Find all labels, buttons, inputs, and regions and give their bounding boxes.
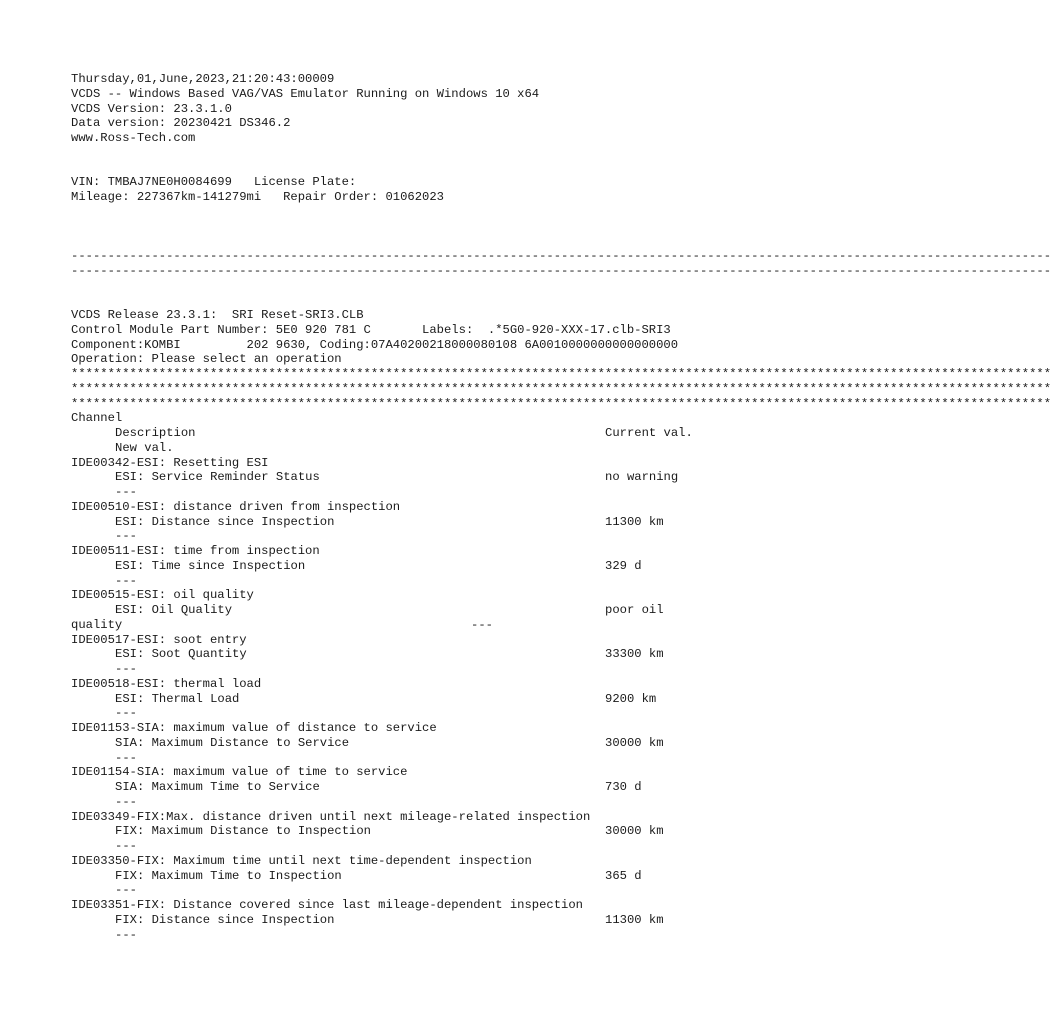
channel-description: FIX: Distance since Inspection	[115, 912, 335, 927]
new-value-placeholder: ---	[115, 794, 137, 809]
channel-value-row	[71, 559, 761, 574]
new-value-placeholder: ---	[115, 750, 137, 765]
channel-value-row	[71, 692, 761, 707]
release-line: VCDS Release 23.3.1: SRI Reset-SRI3.CLB	[71, 308, 364, 322]
channel-value-row	[71, 824, 761, 839]
new-value-placeholder: ---	[115, 573, 137, 588]
channel-value-row	[71, 913, 761, 928]
operation-line: Operation: Please select an operation	[71, 352, 342, 367]
channel-id: IDE00515-ESI: oil quality	[71, 588, 254, 603]
channel-value-continued: quality	[71, 617, 123, 632]
new-val-header: New val.	[115, 440, 174, 455]
channel-id: IDE01154-SIA: maximum value of time to service	[71, 765, 408, 780]
channel-header: Channel	[71, 411, 123, 426]
channel-current-value: 329 d	[605, 558, 642, 573]
app-description: VCDS -- Windows Based VAG/VAS Emulator Running on Windows 10 x64	[71, 86, 540, 101]
channel-description: ESI: Distance since Inspection	[115, 514, 335, 529]
new-value-placeholder: ---	[115, 662, 137, 676]
channel-value-row	[71, 603, 761, 618]
mileage-line: Mileage: 227367km-141279mi Repair Order: 01062023	[71, 190, 444, 204]
column-header-row	[71, 426, 761, 441]
channel-current-value: 730 d	[605, 780, 642, 794]
website-line: www.Ross-Tech.com	[71, 131, 196, 145]
data-version: Data version: 20230421 DS346.2	[71, 116, 291, 131]
current-val-header: Current val.	[605, 426, 693, 440]
channel-current-value: 30000 km	[605, 735, 664, 750]
channel-value-continued-row	[71, 618, 761, 633]
new-value-placeholder: ---	[115, 706, 137, 721]
spacer	[71, 146, 761, 176]
channel-current-value: 11300 km	[605, 912, 664, 927]
new-value-placeholder: ---	[115, 927, 137, 942]
star-separator: **************************************************************************************************************************************	[71, 396, 1051, 411]
channel-current-value: no warning	[605, 470, 679, 485]
channel-description: SIA: Maximum Distance to Service	[115, 735, 350, 750]
channel-list	[71, 456, 761, 943]
channel-id: IDE03351-FIX: Distance covered since last mileage-dependent inspection	[71, 898, 583, 912]
channel-id: IDE00511-ESI: time from inspection	[71, 544, 320, 558]
channel-description: SIA: Maximum Time to Service	[115, 780, 320, 794]
new-value-placeholder: ---	[115, 485, 137, 499]
channel-current-value: 365 d	[605, 868, 642, 883]
star-separator: **************************************************************************************************************************************	[71, 381, 1051, 396]
channel-id: IDE00518-ESI: thermal load	[71, 676, 262, 691]
spacer	[71, 279, 761, 309]
channel-id: IDE00342-ESI: Resetting ESI	[71, 455, 269, 470]
spacer	[71, 205, 761, 249]
description-header: Description	[115, 426, 196, 440]
channel-description: ESI: Soot Quantity	[115, 647, 247, 662]
part-number-line: Control Module Part Number: 5E0 920 781 C Labels: .*5G0-920-XXX-17.clb-SRI3	[71, 322, 671, 337]
component-line: Component:KOMBI 202 9630, Coding:07A40200218000080108 6A0010000000000000000	[71, 337, 679, 352]
new-value-placeholder: ---	[115, 839, 137, 853]
channel-id: IDE03350-FIX: Maximum time until next time-dependent inspection	[71, 853, 532, 868]
channel-value-row	[71, 515, 761, 530]
channel-description: ESI: Service Reminder Status	[115, 470, 320, 485]
vcds-version: VCDS Version: 23.3.1.0	[71, 101, 232, 116]
dash-separator: --------------------------------------------------------------------------------------------------------------------------------------	[71, 249, 1051, 263]
channel-id: IDE03349-FIX:Max. distance driven until next mileage-related inspection	[71, 809, 591, 824]
channel-value-row	[71, 647, 761, 662]
channel-description: ESI: Oil Quality	[115, 603, 233, 617]
new-value-placeholder: ---	[471, 617, 493, 632]
channel-id: IDE01153-SIA: maximum value of distance to service	[71, 721, 437, 735]
new-value-placeholder: ---	[115, 529, 137, 544]
channel-description: FIX: Maximum Time to Inspection	[115, 868, 342, 883]
channel-description: ESI: Time since Inspection	[115, 558, 306, 573]
channel-value-row	[71, 470, 761, 485]
dash-separator: --------------------------------------------------------------------------------------------------------------------------------------	[71, 263, 1051, 278]
channel-description: ESI: Thermal Load	[115, 691, 240, 706]
channel-current-value: 9200 km	[605, 691, 657, 706]
channel-value-row	[71, 736, 761, 751]
channel-id: IDE00517-ESI: soot entry	[71, 632, 247, 647]
log-timestamp: Thursday,01,June,2023,21:20:43:00009	[71, 72, 335, 86]
channel-value-row	[71, 780, 761, 795]
channel-current-value: 11300 km	[605, 514, 664, 529]
channel-value-row	[71, 869, 761, 884]
star-separator: **************************************************************************************************************************************	[71, 367, 1051, 381]
channel-description: FIX: Maximum Distance to Inspection	[115, 824, 371, 839]
channel-current-value: 33300 km	[605, 647, 664, 662]
channel-current-value: 30000 km	[605, 824, 664, 839]
vin-line: VIN: TMBAJ7NE0H0084699 License Plate:	[71, 175, 357, 190]
new-value-placeholder: ---	[115, 883, 137, 898]
channel-id: IDE00510-ESI: distance driven from inspection	[71, 499, 401, 514]
channel-current-value: poor oil	[605, 603, 664, 617]
vcds-log-document	[71, 72, 1051, 942]
